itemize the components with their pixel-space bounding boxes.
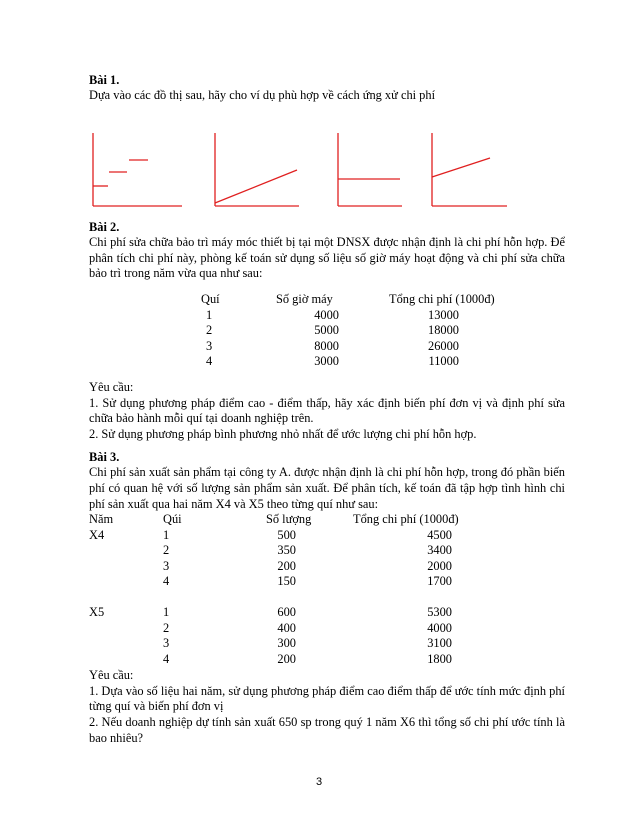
bai3-header-total-cost: Tổng chi phí (1000đ) (353, 512, 459, 526)
table-cell: 4 (163, 652, 170, 666)
table-cell: 300 (277, 636, 296, 650)
table-cell: 3100 (427, 636, 452, 650)
table-cell: 2 (163, 621, 170, 635)
bai3-header-quantity: Số lượng (266, 512, 312, 526)
table-cell: 5000 (314, 323, 339, 337)
bai3-header-quarter: Qúi (163, 512, 182, 526)
table-cell: 3400 (427, 543, 452, 557)
table-cell: 3 (163, 636, 170, 650)
bai3-req-1: 1. Dựa vào số liệu hai năm, sử dụng phương pháp điểm cao điểm thấp để ước tính mức định phí (89, 684, 565, 698)
year-label-x5: X5 (89, 605, 105, 619)
table-cell: 8000 (314, 339, 339, 353)
table-cell: 18000 (428, 323, 459, 337)
year-label-x4: X4 (89, 528, 105, 542)
table-cell: 350 (277, 543, 296, 557)
table-cell: 150 (277, 574, 296, 588)
table-cell: 200 (277, 559, 296, 573)
table-cell: 11000 (428, 354, 459, 368)
bai3-line-1: Chi phí sản xuất sản phẩm tại công ty A. được nhận định là chi phí hỗn hợp, trong đó phần biến (89, 465, 565, 479)
table-cell: 5300 (427, 605, 452, 619)
bai2-header-quarter: Quí (201, 292, 220, 306)
bai3-line-3: phí sản xuất qua hai năm X4 và X5 theo từng quí như sau: (89, 497, 379, 511)
bai2-line-1: Chi phí sửa chữa bảo trì máy móc thiết bị tại một DNSX được nhận định là chi phí hỗn hợp. Để (89, 235, 565, 249)
table-cell: 1 (206, 308, 213, 322)
table-cell: 1 (163, 528, 170, 542)
bai2-req-1-cont: chữa bảo hành mỗi quí tại doanh nghiệp trên. (89, 411, 314, 425)
graph-step-cost (93, 133, 182, 206)
bai2-header-machine-hours: Số giờ máy (276, 292, 333, 306)
table-cell: 4000 (427, 621, 452, 635)
bai2-req-1: 1. Sử dụng phương pháp điểm cao - điểm thấp, hãy xác định biến phí đơn vị và định phí sửa (89, 396, 565, 410)
table-cell: 1800 (427, 652, 452, 666)
graph-2-line (215, 170, 297, 203)
bai2-line-3: bảo trì trong năm vừa qua như sau: (89, 266, 263, 280)
table-cell: 4 (206, 354, 213, 368)
table-cell: 3 (206, 339, 213, 353)
table-cell: 500 (277, 528, 296, 542)
bai3-req-1-cont: từng quí và biến phí đơn vị (89, 699, 224, 713)
table-cell: 4 (163, 574, 170, 588)
bai3-yeucau: Yêu cầu: (89, 668, 134, 682)
table-cell: 2000 (427, 559, 452, 573)
graph-fixed-cost (338, 133, 402, 206)
bai2-title: Bài 2. (89, 220, 120, 234)
table-cell: 13000 (428, 308, 459, 322)
table-cell: 26000 (428, 339, 459, 353)
bai3-req-2: 2. Nếu doanh nghiệp dự tính sản xuất 650 sp trong quý 1 năm X6 thì tổng số chi phí ước tính là (89, 715, 565, 729)
table-cell: 200 (277, 652, 296, 666)
table-cell: 4000 (314, 308, 339, 322)
table-cell: 1 (163, 605, 170, 619)
table-cell: 3 (163, 559, 170, 573)
table-cell: 1700 (427, 574, 452, 588)
bai2-line-2: phân tích chi phí này, phòng kế toán sử dụng số liệu số giờ máy hoạt động và chi phí sửa chữa (89, 251, 565, 265)
bai3-header-year: Năm (89, 512, 114, 526)
graph-mixed-cost (432, 133, 507, 206)
bai1-title: Bài 1. (89, 73, 120, 87)
graph-variable-cost (215, 133, 299, 206)
bai3-title: Bài 3. (89, 450, 120, 464)
graph-4-line (432, 158, 490, 177)
table-cell: 3000 (314, 354, 339, 368)
bai3-line-2: phí có quan hệ với số lượng sản phẩm sản xuất. Để phân tích, kế toán đã tập hợp tình hình chi (89, 481, 565, 495)
bai1-intro: Dựa vào các đồ thị sau, hãy cho ví dụ phù hợp về cách ứng xử chi phí (89, 88, 436, 102)
bai2-req-2: 2. Sử dụng phương pháp bình phương nhỏ nhất để ước lượng chi phí hỗn hợp. (89, 427, 477, 441)
bai3-req-2-cont: bao nhiêu? (89, 731, 144, 745)
table-cell: 4500 (427, 528, 452, 542)
table-cell: 400 (277, 621, 296, 635)
bai2-yeucau: Yêu cầu: (89, 380, 134, 394)
bai2-header-total-cost: Tổng chi phí (1000đ) (389, 292, 495, 306)
page-number: 3 (315, 776, 323, 788)
table-cell: 2 (206, 323, 213, 337)
table-cell: 2 (163, 543, 170, 557)
table-cell: 600 (277, 605, 296, 619)
